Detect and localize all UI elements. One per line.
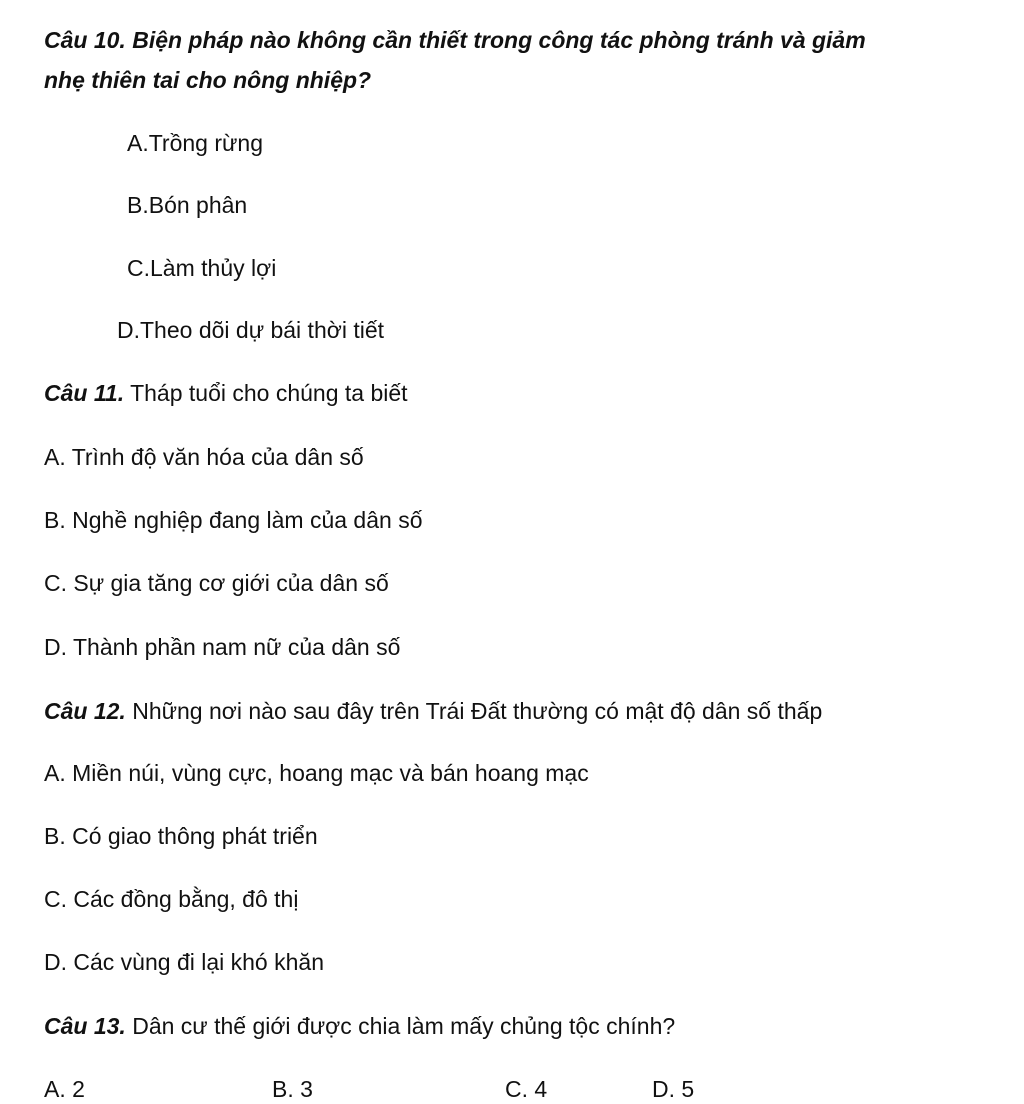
q10-option-a: A.Trồng rừng xyxy=(127,130,263,156)
question-11-label: Câu 11. xyxy=(44,380,125,406)
question-10-line-2: nhẹ thiên tai cho nông nhiệp? xyxy=(44,67,372,93)
question-13-label: Câu 13. xyxy=(44,1013,126,1039)
q12-option-d: D. Các vùng đi lại khó khăn xyxy=(44,949,324,975)
question-10-line-1: Câu 10. Biện pháp nào không cần thiết trong công tác phòng tránh và giảm xyxy=(44,27,866,53)
q11-option-c: C. Sự gia tăng cơ giới của dân số xyxy=(44,570,389,596)
question-11 xyxy=(44,378,408,408)
q10-option-b: B.Bón phân xyxy=(127,192,248,218)
q12-option-c: C. Các đồng bằng, đô thị xyxy=(44,886,299,912)
question-13-text: Dân cư thế giới được chia làm mấy chủng tộc chính? xyxy=(125,1013,676,1039)
q13-option-c: C. 4 xyxy=(505,1076,548,1102)
q13-option-a: A. 2 xyxy=(44,1076,85,1102)
q13-option-d: D. 5 xyxy=(652,1076,695,1102)
q13-option-b: B. 3 xyxy=(272,1076,313,1102)
q12-option-a: A. Miền núi, vùng cực, hoang mạc và bán hoang mạc xyxy=(44,760,589,786)
q11-option-d: D. Thành phần nam nữ của dân số xyxy=(44,634,401,660)
question-13 xyxy=(44,1011,675,1041)
q11-option-a: A. Trình độ văn hóa của dân số xyxy=(44,444,364,470)
question-12 xyxy=(44,696,822,726)
q12-option-b: B. Có giao thông phát triển xyxy=(44,823,318,849)
q11-option-b: B. Nghề nghiệp đang làm của dân số xyxy=(44,507,423,533)
question-12-label: Câu 12. xyxy=(44,698,126,724)
q10-option-d: D.Theo dõi dự bái thời tiết xyxy=(117,317,385,343)
question-12-text: Những nơi nào sau đây trên Trái Đất thường có mật độ dân số thấp xyxy=(125,698,823,724)
q10-option-c: C.Làm thủy lợi xyxy=(127,255,277,281)
question-11-text: Tháp tuổi cho chúng ta biết xyxy=(124,380,408,406)
